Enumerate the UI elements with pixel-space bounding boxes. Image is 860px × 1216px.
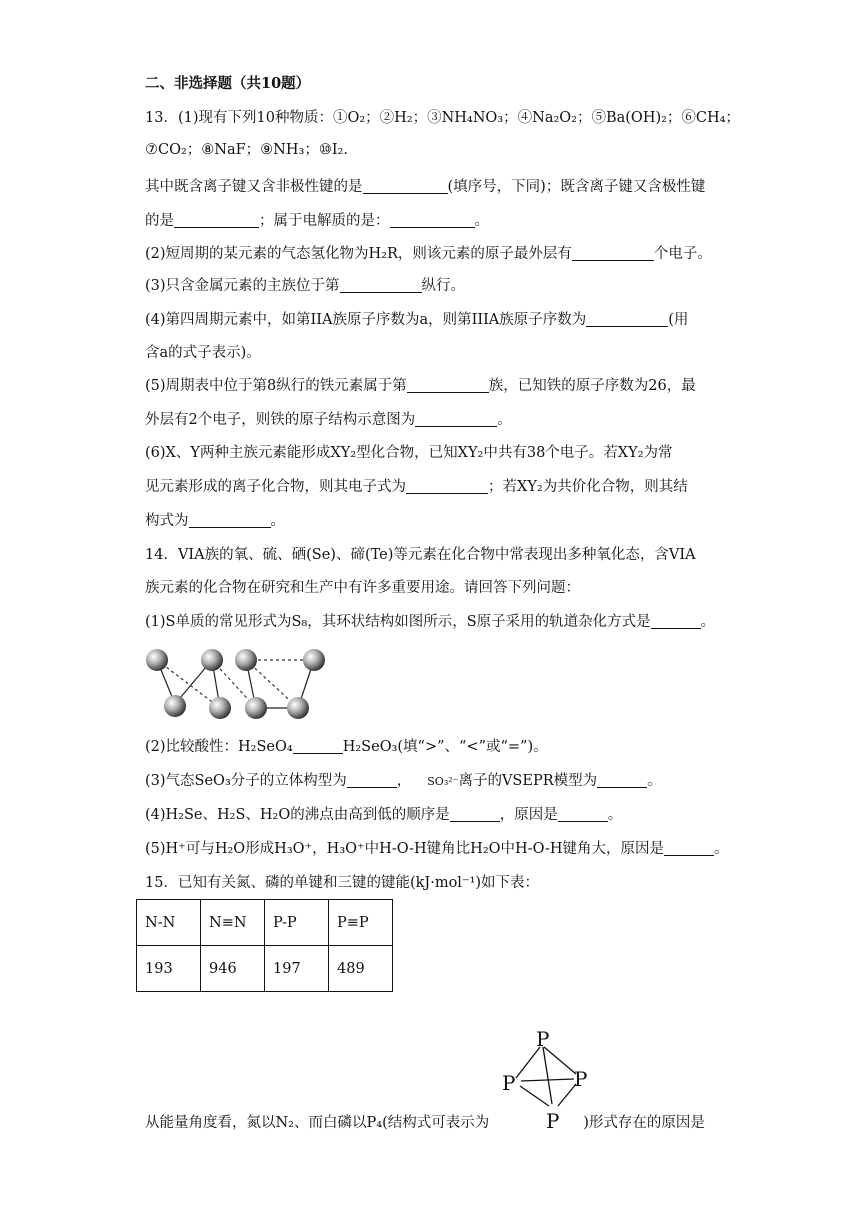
sulfur-atom — [303, 649, 325, 671]
answer-blank[interactable] — [415, 412, 497, 427]
phosphorus-atom-label: P — [546, 1109, 560, 1133]
table-row — [137, 946, 393, 992]
table-header-cell: P-P — [265, 900, 329, 946]
answer-blank[interactable] — [174, 213, 259, 228]
q15-line1: 15．已知有关氮、磷的单键和三键的键能(kJ·mol⁻¹)如下表： — [145, 875, 540, 891]
answer-blank[interactable] — [293, 739, 343, 754]
answer-blank[interactable] — [597, 773, 647, 788]
table-row — [137, 900, 393, 946]
q13-part6-end: 构式为 。 — [145, 513, 285, 529]
bond-energy-table — [136, 899, 393, 992]
answer-blank[interactable] — [363, 179, 448, 194]
answer-blank[interactable] — [572, 246, 654, 261]
q14-part2: (2)比较酸性：H₂SeO₄ H₂SeO₃(填“>”、“<”或“=”)。 — [145, 739, 548, 755]
answer-blank[interactable] — [347, 773, 397, 788]
q13-part5: (5)周期表中位于第8纵行的铁元素属于第 族，已知铁的原子序数为26，最 — [145, 378, 696, 394]
sulfur-atom — [287, 697, 309, 719]
answer-blank[interactable] — [651, 614, 701, 629]
answer-blank[interactable] — [558, 807, 608, 822]
table-cell: 946 — [201, 946, 265, 992]
answer-blank[interactable] — [586, 312, 668, 327]
q13-part4: (4)第四周期元素中，如第IIA族原子序数为a，则第IIIA族原子序数为 (用 — [145, 312, 689, 328]
q14-part1: (1)S单质的常见形式为S₈，其环状结构如图所示，S原子采用的轨道杂化方式是 。 — [145, 614, 716, 630]
sulfite-ion: SO₃²⁻ — [427, 775, 459, 788]
q13-part6: (6)X、Y两种主族元素能形成XY₂型化合物，已知XY₂中共有38个电子。若XY₂为常 — [145, 445, 673, 461]
sulfur-atom — [235, 649, 257, 671]
q13-line3: 其中既含离子键又含非极性键的是 (填序号，下同)；既含离子键又含极性键 — [145, 179, 706, 195]
sulfur-atom — [146, 649, 168, 671]
sulfur-atom — [245, 697, 267, 719]
answer-blank[interactable] — [390, 213, 475, 228]
q14-line2: 族元素的化合物在研究和生产中有许多重要用途。请回答下列问题： — [145, 580, 580, 596]
phosphorus-atom-label: P — [502, 1071, 516, 1095]
sulfur-atom — [209, 697, 231, 719]
q14-part5: (5)H⁺可与H₂O形成H₃O⁺，H₃O⁺中H-O-H键角比H₂O中H-O-H键角大，原因是 。 — [145, 841, 729, 857]
s8-ring-figure — [140, 642, 340, 726]
answer-blank[interactable] — [450, 807, 500, 822]
table-cell: 489 — [329, 946, 393, 992]
table-header-cell: N≡N — [201, 900, 265, 946]
q13-line1: 13．(1)现有下列10种物质：①O₂；②H₂；③NH₄NO₃；④Na₂O₂；⑤Ba(OH)₂；⑥CH₄； — [145, 110, 740, 126]
q13-part2: (2)短周期的某元素的气态氢化物为H₂R，则该元素的原子最外层有 个电子。 — [145, 246, 712, 262]
q13-part4-cont: 含a的式子表示)。 — [145, 345, 261, 361]
sulfur-atom — [164, 695, 186, 717]
table-header-cell: P≡P — [329, 900, 393, 946]
answer-blank[interactable] — [407, 378, 489, 393]
table-header-cell: N-N — [137, 900, 201, 946]
section-title: 二、非选择题（共10题） — [145, 75, 311, 92]
sulfur-atom — [201, 649, 223, 671]
answer-blank[interactable] — [340, 278, 422, 293]
q15-last-line: 从能量角度看，氮以N₂、而白磷以P₄(结构式可表示为 )形式存在的原因是 — [145, 1115, 705, 1131]
q13-part3: (3)只含金属元素的主族位于第 纵行。 — [145, 278, 466, 294]
phosphorus-atom-label: P — [536, 1027, 550, 1051]
phosphorus-atom-label: P — [574, 1067, 588, 1091]
answer-blank[interactable] — [664, 841, 714, 856]
q14-part3: (3)气态SeO₃分子的立体构型为 ， SO₃²⁻离子的VSEPR模型为 。 — [145, 773, 662, 789]
answer-blank[interactable] — [189, 513, 271, 528]
q14-line1: 14．VIA族的氧、硫、硒(Se)、碲(Te)等元素在化合物中常表现出多种氧化态，含VIA — [145, 547, 696, 563]
answer-blank[interactable] — [406, 479, 488, 494]
q13-part5-cont: 外层有2个电子，则铁的原子结构示意图为 。 — [145, 412, 512, 428]
q13-line2: ⑦CO₂；⑧NaF；⑨NH₃；⑩I₂. — [145, 142, 348, 158]
q14-part4: (4)H₂Se、H₂S、H₂O的沸点由高到低的顺序是 ，原因是 。 — [145, 807, 623, 823]
table-cell: 193 — [137, 946, 201, 992]
table-cell: 197 — [265, 946, 329, 992]
q13-part6-cont: 见元素形成的离子化合物，则其电子式为 ；若XY₂为共价化合物，则其结 — [145, 479, 688, 495]
q13-line4: 的是 ；属于电解质的是： 。 — [145, 213, 489, 229]
